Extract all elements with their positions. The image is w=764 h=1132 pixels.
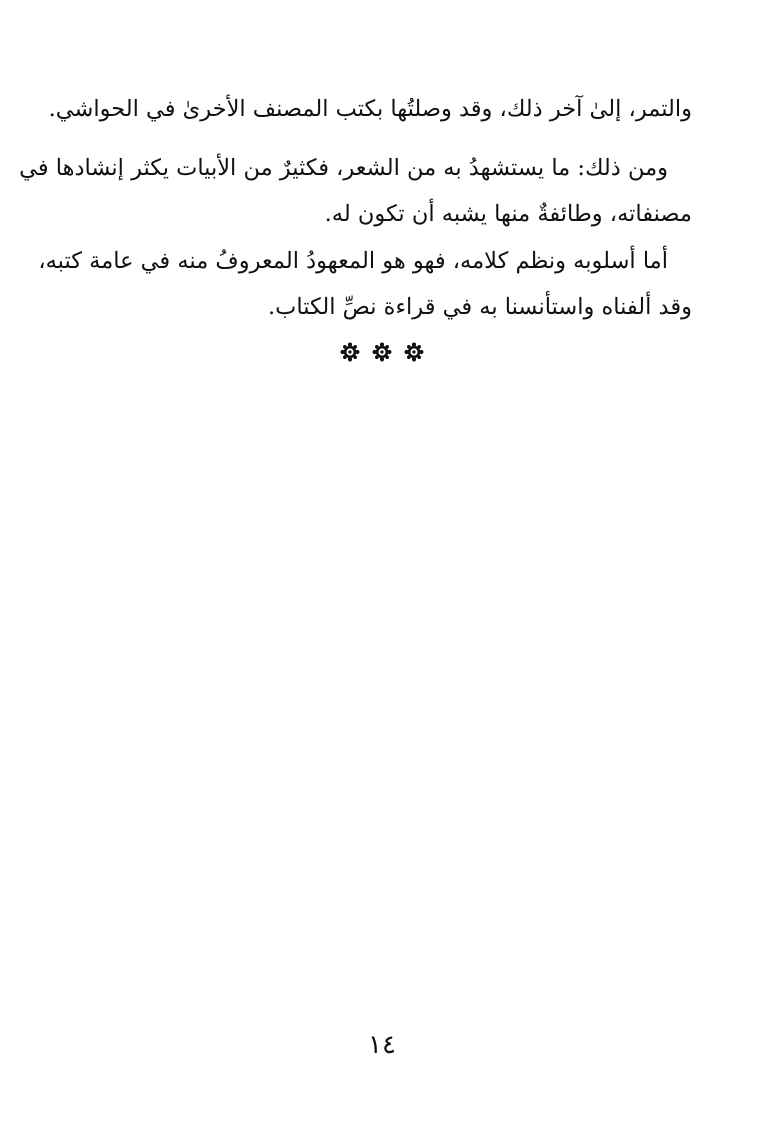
paragraph-3 bbox=[38, 238, 692, 330]
floral-star-ornament-icon bbox=[340, 342, 360, 362]
floral-star-ornament-icon bbox=[372, 342, 392, 362]
floral-star-ornament-icon bbox=[404, 342, 424, 362]
paragraph-1 bbox=[48, 86, 692, 132]
paragraph-2 bbox=[19, 145, 692, 237]
page-number: ١٤ bbox=[368, 1030, 396, 1060]
section-divider bbox=[0, 342, 764, 362]
paragraph-line: والتمر، إلىٰ آخر ذلك، وقد وصلتُها بكتب المصنف الأخرىٰ في الحواشي. bbox=[48, 96, 692, 122]
paragraph-line: ومن ذلك: ما يستشهدُ به من الشعر، فكثيرٌ من الأبيات يكثر إنشادها في bbox=[19, 155, 668, 181]
paragraph-line: مصنفاته، وطائفةٌ منها يشبه أن تكون له. bbox=[324, 201, 692, 227]
paragraph-line: أما أسلوبه ونظم كلامه، فهو هو المعهودُ المعروفُ منه في عامة كتبه، bbox=[38, 248, 668, 274]
paragraph-line: وقد ألفناه واستأنسنا به في قراءة نصِّ الكتاب. bbox=[268, 294, 692, 320]
